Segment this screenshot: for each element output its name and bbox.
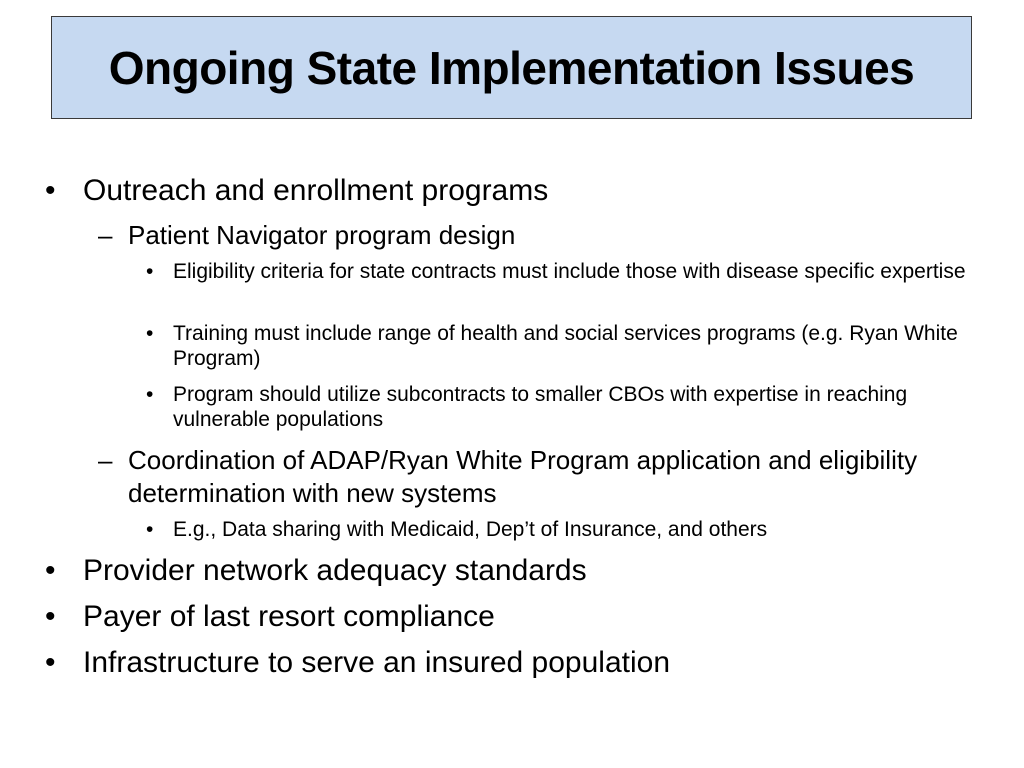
bullet-text: Patient Navigator program design: [128, 220, 516, 250]
bullet-text: Coordination of ADAP/Ryan White Program application and eligibility determination with new systems: [128, 445, 918, 508]
bullet-text: Infrastructure to serve an insured population: [83, 646, 671, 679]
bullet-coordination: [98, 444, 998, 510]
bullet-marker: –: [98, 220, 113, 250]
bullet-marker: •: [45, 174, 56, 207]
bullet-text: Provider network adequacy standards: [83, 554, 587, 587]
bullet-marker: •: [45, 646, 56, 679]
bullet-text: Eligibility criteria for state contracts must include those with disease specific expertise: [173, 260, 966, 283]
bullet-marker: •: [45, 600, 56, 633]
bullet-eligibility-criteria: [146, 259, 1006, 284]
bullet-text: Outreach and enrollment programs: [83, 174, 549, 207]
bullet-subcontracts: [146, 382, 1006, 432]
bullet-infrastructure: [45, 646, 1005, 680]
bullet-patient-navigator: [98, 219, 998, 252]
bullet-text: Training must include range of health and social services programs (e.g. Ryan White Program): [173, 322, 958, 370]
bullet-outreach: [45, 174, 1005, 208]
bullet-text: Payer of last resort compliance: [83, 600, 495, 633]
bullet-marker: –: [98, 445, 113, 475]
slide-title: Ongoing State Implementation Issues: [108, 41, 915, 94]
title-box: [51, 16, 972, 119]
bullet-training: [146, 321, 1006, 371]
bullet-payer-last-resort: [45, 600, 1005, 634]
bullet-marker: •: [146, 260, 154, 283]
bullet-marker: •: [146, 518, 154, 541]
bullet-marker: •: [45, 554, 56, 587]
bullet-marker: •: [146, 322, 154, 345]
bullet-data-sharing: [146, 517, 1006, 542]
bullet-marker: •: [146, 383, 154, 406]
bullet-provider-network: [45, 554, 1005, 588]
bullet-text: E.g., Data sharing with Medicaid, Dep’t of Insurance, and others: [173, 518, 768, 541]
bullet-text: Program should utilize subcontracts to smaller CBOs with expertise in reaching vulnerable populations: [173, 383, 908, 431]
